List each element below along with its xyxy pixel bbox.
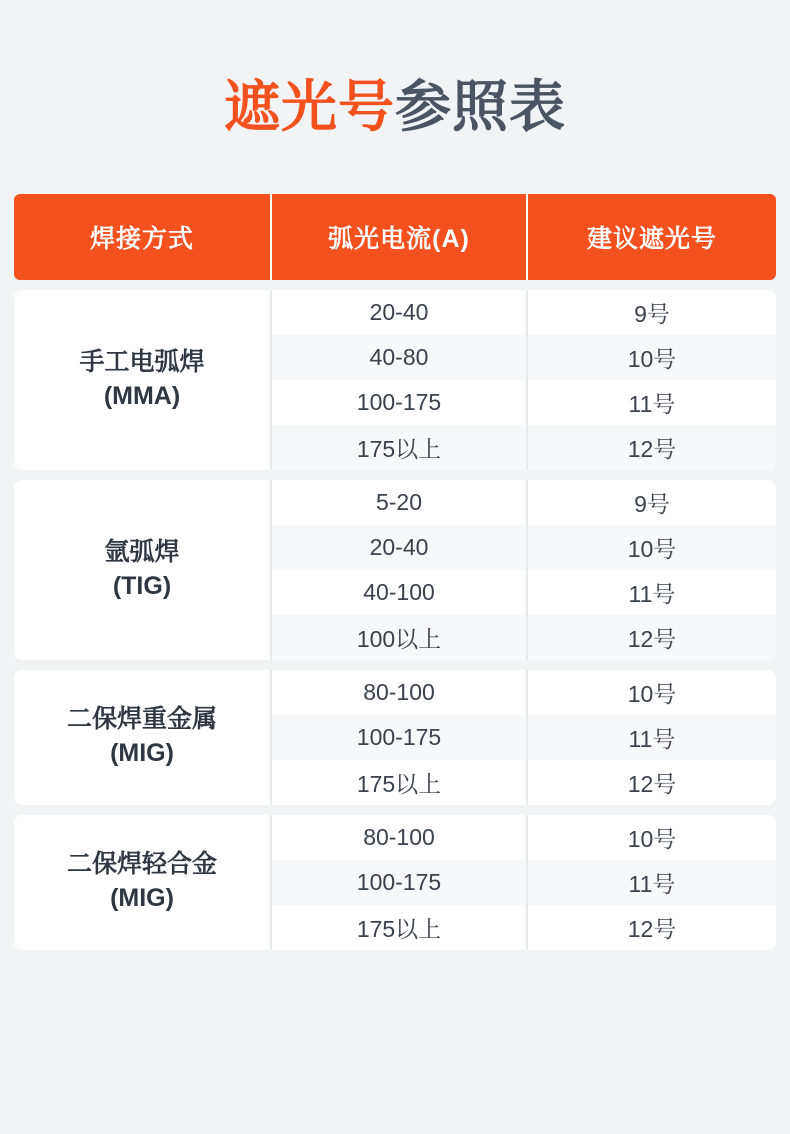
cell-arc-current: 20-40 <box>272 290 528 335</box>
cell-arc-current: 40-80 <box>272 335 528 380</box>
table-row <box>272 860 776 905</box>
table-header-recommended-shade: 建议遮光号 <box>586 224 717 253</box>
table-header-row <box>14 194 776 280</box>
table-header-welding-method: 焊接方式 <box>14 194 272 280</box>
cell-shade-number: 12号 <box>627 915 677 942</box>
table-row <box>272 525 776 570</box>
table-row <box>272 760 776 805</box>
group-method-name <box>14 815 272 950</box>
table-row <box>272 815 776 860</box>
table-header-arc-current: 弧光电流(A) <box>272 194 528 280</box>
group-method-name-line2: (MIG) <box>110 884 174 913</box>
page-title <box>0 76 790 138</box>
group-rows <box>272 480 776 660</box>
cell-shade-number: 10号 <box>627 825 677 852</box>
table-row <box>272 335 776 380</box>
cell-arc-current: 20-40 <box>272 525 528 570</box>
cell-arc-current: 175以上 <box>272 760 528 805</box>
group-rows <box>272 670 776 805</box>
cell-shade-number: 9号 <box>634 490 670 517</box>
cell-arc-current: 80-100 <box>272 815 528 860</box>
page-title-area <box>0 0 790 138</box>
group-method-name-line1: 氩弧焊 <box>104 537 180 566</box>
table-group <box>14 815 776 950</box>
table-group <box>14 290 776 470</box>
group-rows <box>272 815 776 950</box>
cell-shade-number: 10号 <box>627 535 677 562</box>
cell-arc-current: 100-175 <box>272 860 528 905</box>
cell-shade-number: 9号 <box>634 300 670 327</box>
page-title-accent: 遮光号 <box>224 75 395 138</box>
cell-shade-number: 10号 <box>627 680 677 707</box>
table-row <box>272 905 776 950</box>
cell-shade-number: 12号 <box>627 770 677 797</box>
cell-arc-current: 40-100 <box>272 570 528 615</box>
table-row <box>272 480 776 525</box>
cell-arc-current: 175以上 <box>272 905 528 950</box>
group-method-name <box>14 670 272 805</box>
cell-shade-number: 11号 <box>628 580 676 607</box>
group-method-name-line2: (MIG) <box>110 739 174 768</box>
cell-shade-number: 12号 <box>627 435 677 462</box>
group-rows <box>272 290 776 470</box>
table-group <box>14 480 776 660</box>
table-row <box>272 380 776 425</box>
table-row <box>272 290 776 335</box>
cell-shade-number: 11号 <box>628 870 676 897</box>
cell-arc-current: 175以上 <box>272 425 528 470</box>
table-row <box>272 670 776 715</box>
group-method-name-line2: (MMA) <box>103 381 181 410</box>
cell-arc-current: 100-175 <box>272 715 528 760</box>
table-row <box>272 570 776 615</box>
cell-arc-current: 5-20 <box>272 480 528 525</box>
page-title-rest: 参照表 <box>395 75 566 138</box>
cell-shade-number: 12号 <box>627 625 677 652</box>
cell-shade-number: 11号 <box>628 390 676 417</box>
shade-number-table <box>14 194 776 950</box>
table-row <box>272 715 776 760</box>
group-method-name <box>14 480 272 660</box>
group-method-name-line1: 二保焊重金属 <box>66 705 217 734</box>
group-method-name-line1: 手工电弧焊 <box>79 347 205 376</box>
table-group <box>14 670 776 805</box>
cell-shade-number: 11号 <box>628 725 676 752</box>
group-method-name-line1: 二保焊轻合金 <box>66 850 217 879</box>
cell-arc-current: 100-175 <box>272 380 528 425</box>
cell-shade-number: 10号 <box>627 345 677 372</box>
table-row <box>272 615 776 660</box>
cell-arc-current: 80-100 <box>272 670 528 715</box>
group-method-name <box>14 290 272 470</box>
group-method-name-line2: (TIG) <box>112 571 172 600</box>
cell-arc-current: 100以上 <box>272 615 528 660</box>
table-row <box>272 425 776 470</box>
